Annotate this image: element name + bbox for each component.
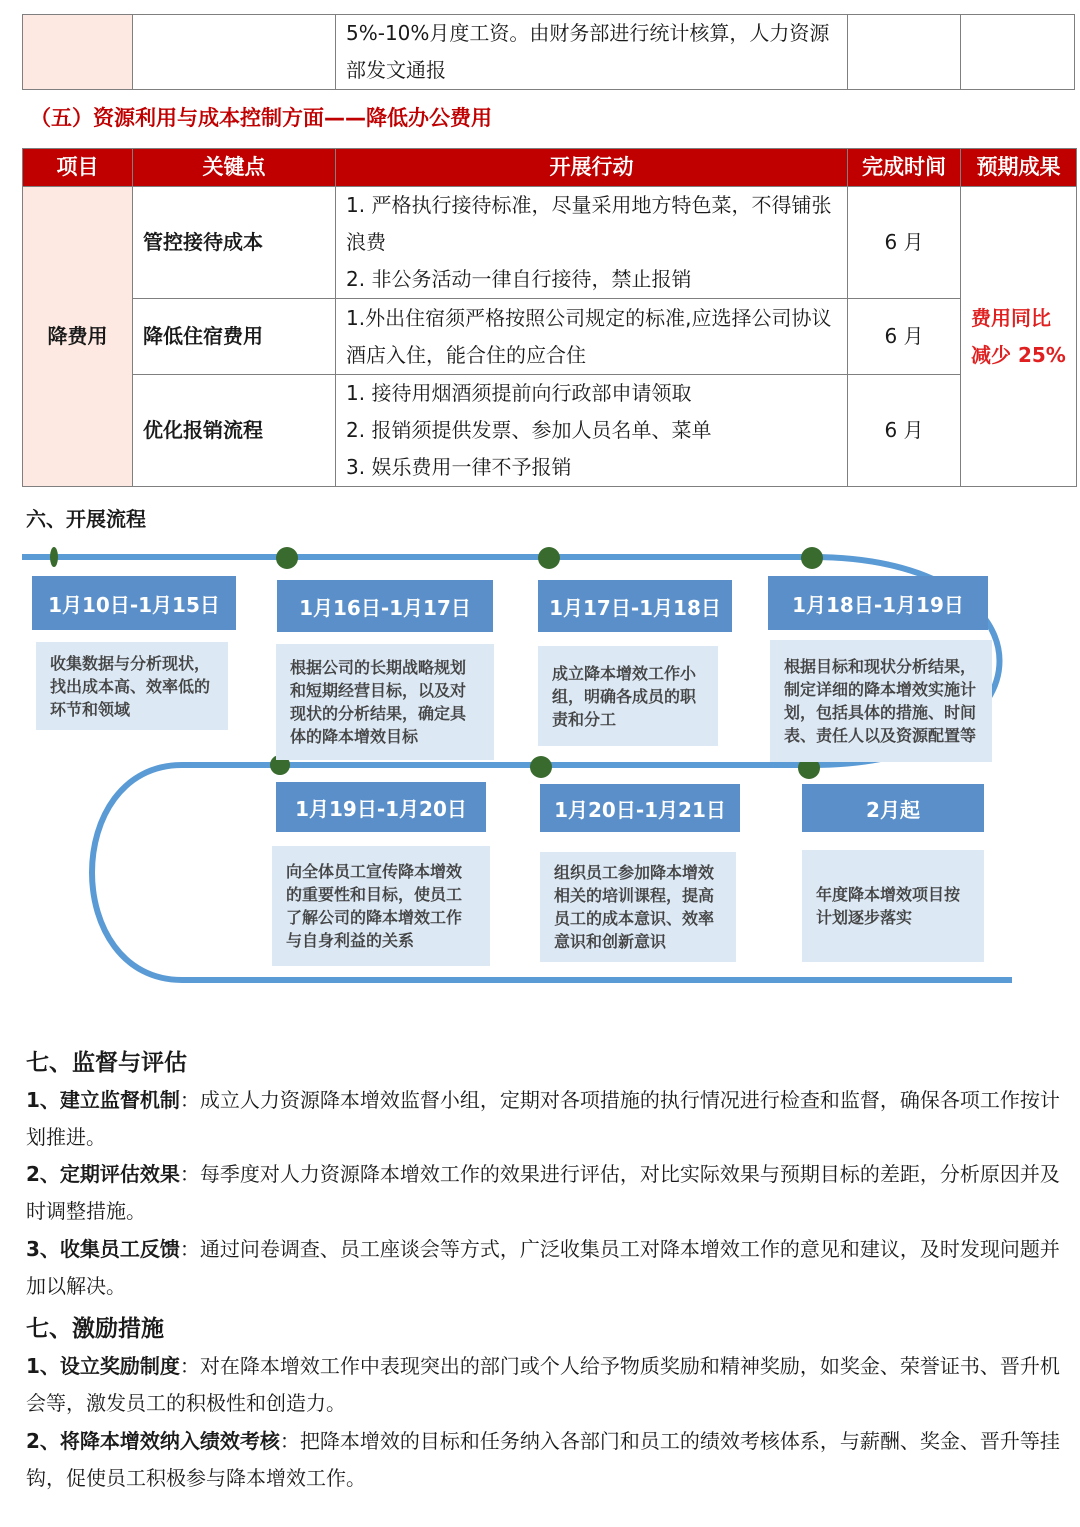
section-7-item-2: 2、定期评估效果：每季度对人力资源降本增效工作的效果进行评估，对比实际效果与预期目标的差距，分析原因并及时调整措施。 (26, 1162, 1060, 1223)
action-cell (336, 375, 848, 487)
flow-date-3: 1月17日-1月18日 (538, 580, 732, 632)
flow-dot (538, 547, 560, 569)
project-cell (23, 15, 133, 90)
header-key: 关键点 (133, 149, 336, 187)
header-result: 预期成果 (961, 149, 1077, 187)
flow-date-5: 1月19日-1月20日 (276, 782, 486, 832)
header-action: 开展行动 (336, 149, 848, 187)
project-cell: 降费用 (23, 187, 133, 487)
table-row (23, 375, 1077, 487)
action-cell (336, 187, 848, 299)
flow-dot (50, 547, 58, 567)
flow-dot (276, 547, 298, 569)
header-time: 完成时间 (848, 149, 961, 187)
cost-control-table (22, 148, 1077, 487)
section-5-title: （五）资源利用与成本控制方面——降低办公费用 (30, 106, 492, 130)
flow-desc-5: 向全体员工宣传降本增效的重要性和目标，使员工了解公司的降本增效工作与自身利益的关系 (272, 846, 490, 966)
flow-dot (530, 756, 552, 778)
flow-desc-6: 组织员工参加降本增效相关的培训课程，提高员工的成本意识、效率意识和创新意识 (540, 852, 736, 962)
table-row (23, 299, 1077, 375)
time-cell (848, 15, 961, 90)
flow-date-7: 2月起 (802, 784, 984, 832)
section-6-title: 六、开展流程 (26, 507, 146, 531)
table-row (23, 187, 1077, 299)
action-cell: 5%-10%月度工资。由财务部进行统计核算，人力资源部发文通报 (336, 15, 848, 90)
section-8-title: 七、激励措施 (26, 1316, 164, 1342)
action-cell (336, 299, 848, 375)
section-7-item-1: 1、建立监督机制：成立人力资源降本增效监督小组，定期对各项措施的执行情况进行检查和监督，确保各项工作按计划推进。 (26, 1088, 1060, 1149)
flow-date-2: 1月16日-1月17日 (277, 580, 493, 632)
section-8-item-1: 1、设立奖励制度：对在降本增效工作中表现突出的部门或个人给予物质奖励和精神奖励，如奖金、荣誉证书、晋升机会等，激发员工的积极性和创造力。 (26, 1354, 1060, 1415)
flow-date-4: 1月18日-1月19日 (768, 576, 988, 630)
action-line: 1. 接待用烟酒须提前向行政部申请领取 (346, 381, 692, 405)
flow-desc-2: 根据公司的长期战略规划和短期经营目标，以及对现状的分析结果，确定具体的降本增效目标 (276, 644, 494, 760)
flow-date-6: 1月20日-1月21日 (540, 784, 740, 832)
result-cell (961, 15, 1075, 90)
time-cell: 6 月 (848, 375, 961, 487)
time-cell: 6 月 (848, 299, 961, 375)
flow-desc-4: 根据目标和现状分析结果，制定详细的降本增效实施计划，包括具体的措施、时间表、责任人以及资源配置等 (770, 640, 992, 762)
flow-desc-1: 收集数据与分析现状，找出成本高、效率低的环节和领域 (36, 642, 228, 730)
action-line: 2. 非公务活动一律自行接待，禁止报销 (346, 267, 692, 291)
flow-date-1: 1月10日-1月15日 (32, 576, 236, 630)
section-8-item-2: 2、将降本增效纳入绩效考核：把降本增效的目标和任务纳入各部门和员工的绩效考核体系，与薪酬、奖金、晋升等挂钩，促使员工积极参与降本增效工作。 (26, 1429, 1060, 1490)
key-cell: 优化报销流程 (133, 375, 336, 487)
key-cell: 降低住宿费用 (133, 299, 336, 375)
action-line: 1.外出住宿须严格按照公司规定的标准,应选择公司协议酒店入住，能合住的应合住 (346, 305, 832, 367)
table-header-row (23, 149, 1077, 187)
flow-desc-7: 年度降本增效项目按计划逐步落实 (802, 850, 984, 962)
action-line: 1. 严格执行接待标准，尽量采用地方特色菜，不得铺张浪费 (346, 193, 832, 254)
section-7-title: 七、监督与评估 (26, 1050, 187, 1076)
expected-result: 费用同比减少 25% (961, 187, 1077, 487)
key-cell (133, 15, 336, 90)
time-cell: 6 月 (848, 187, 961, 299)
action-line: 2. 报销须提供发票、参加人员名单、菜单 (346, 418, 712, 442)
key-cell: 管控接待成本 (133, 187, 336, 299)
header-project: 项目 (23, 149, 133, 187)
flow-dot (801, 547, 823, 569)
previous-table-tail (22, 14, 1075, 90)
process-flow (22, 540, 1022, 1000)
action-line: 3. 娱乐费用一律不予报销 (346, 455, 572, 479)
section-7-item-3: 3、收集员工反馈：通过问卷调查、员工座谈会等方式，广泛收集员工对降本增效工作的意见和建议，及时发现问题并加以解决。 (26, 1237, 1060, 1298)
flow-desc-3: 成立降本增效工作小组，明确各成员的职责和分工 (538, 646, 718, 746)
